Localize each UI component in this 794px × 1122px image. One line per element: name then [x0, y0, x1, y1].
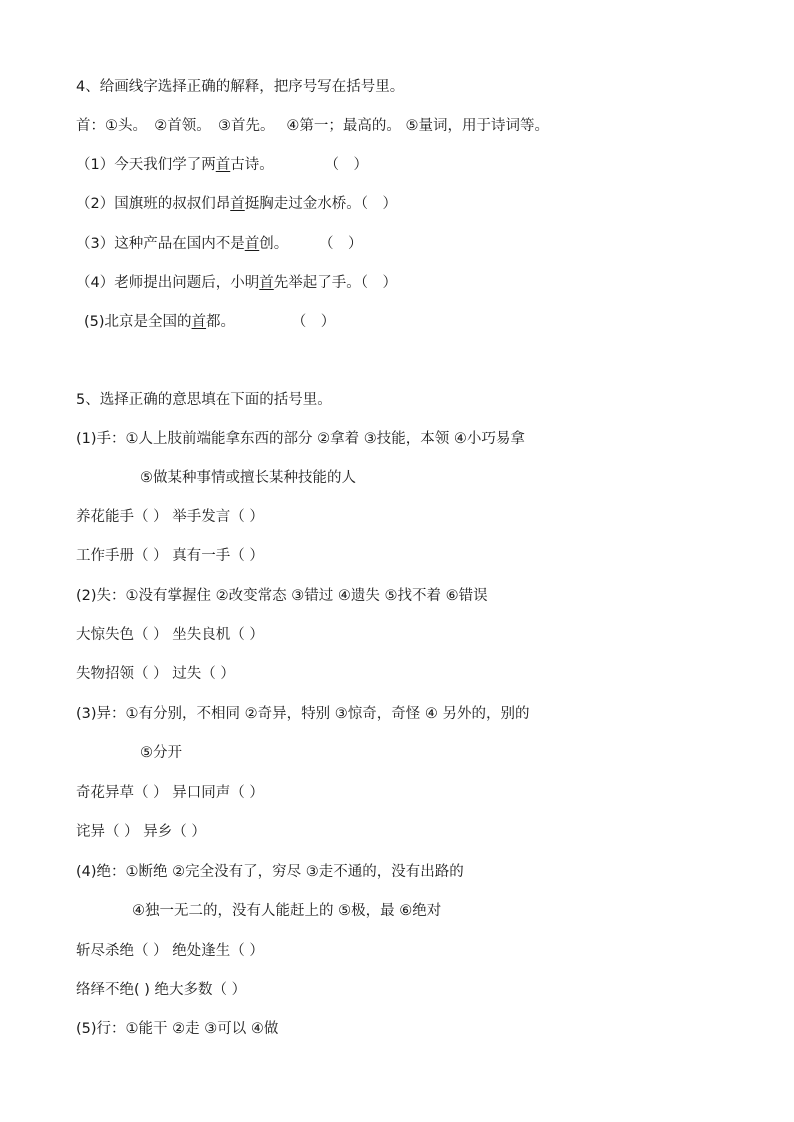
q5-line-9: ⑤分开 — [140, 745, 182, 761]
q4-item-3-blank[interactable]: （ ） — [326, 236, 363, 252]
q4-item-3-rest: 创。 — [259, 236, 289, 252]
q5-line-8: (3)异：①有分别，不相同 ②奇异，特别 ③惊奇，奇怪 ④ 另外的，别的 — [76, 706, 530, 722]
q4-item-3 — [76, 234, 362, 254]
q4-item-5-underlined: 首 — [191, 314, 207, 330]
q5-line-14: 斩尽杀绝（ ） 绝处逢生（ ） — [76, 943, 264, 959]
q5-line-7: 失物招领（ ） 过失（ ） — [76, 666, 235, 682]
q4-item-1-underlined: 首 — [215, 157, 231, 173]
q5-line-3: 养花能手（ ） 举手发言（ ） — [76, 509, 264, 525]
q4-definitions: 首：①头。 ②首领。 ③首先。 ④第一；最高的。 ⑤量词，用于诗词等。 — [76, 118, 549, 134]
q4-item-5-text: (5)北京是全国的 — [84, 314, 192, 330]
q5-line-12: (4)绝：①断绝 ②完全没有了，穷尽 ③走不通的，没有出路的 — [76, 864, 464, 880]
q4-item-4-underlined: 首 — [259, 275, 274, 291]
q5-line-6: 大惊失色（ ） 坐失良机（ ） — [76, 627, 264, 643]
q5-line-13: ④独一无二的，没有人能赶上的 ⑤极，最 ⑥绝对 — [132, 903, 442, 919]
q5-line-1: (1)手：①人上肢前端能拿东西的部分 ②拿着 ③技能，本领 ④小巧易拿 — [76, 431, 525, 447]
q5-line-15: 络绎不绝( ) 绝大多数（ ） — [76, 982, 247, 998]
q4-item-4-text: （4）老师提出问题后，小明 — [76, 275, 260, 291]
q4-item-4 — [76, 273, 397, 293]
q4-item-2-underlined: 首 — [230, 196, 245, 212]
q4-item-2 — [76, 194, 397, 214]
q4-item-1-text: （1）今天我们学了两 — [76, 157, 216, 173]
q4-item-2-rest: 挺胸走过金水桥。 — [244, 196, 361, 212]
q4-title: 4、给画线字选择正确的解释，把序号写在括号里。 — [76, 79, 405, 95]
q5-line-16: (5)行：①能干 ②走 ③可以 ④做 — [76, 1021, 279, 1037]
q4-item-1 — [76, 155, 368, 175]
q4-item-5-blank[interactable]: （ ） — [299, 314, 336, 330]
q4-item-5-rest: 都。 — [206, 314, 236, 330]
q4-item-2-blank[interactable]: （ ） — [360, 196, 397, 212]
q4-item-1-rest: 古诗。 — [230, 157, 274, 173]
q4-item-1-blank[interactable]: （ ） — [331, 157, 368, 173]
q4-item-2-text: （2）国旗班的叔叔们昂 — [76, 196, 231, 212]
q4-item-3-underlined: 首 — [244, 236, 260, 252]
q4-item-5 — [84, 312, 335, 332]
q5-line-4: 工作手册（ ） 真有一手（ ） — [76, 548, 264, 564]
q4-item-4-rest: 先举起了手。 — [273, 275, 361, 291]
q5-line-2: ⑤做某种事情或擅长某种技能的人 — [140, 470, 356, 486]
q5-title: 5、选择正确的意思填在下面的括号里。 — [76, 392, 332, 408]
q5-line-11: 诧异（ ） 异乡（ ） — [76, 824, 206, 840]
q4-item-4-blank[interactable]: （ ） — [360, 275, 397, 291]
q5-line-5: (2)失：①没有掌握住 ②改变常态 ③错过 ④遗失 ⑤找不着 ⑥错误 — [76, 588, 488, 604]
q4-item-3-text: （3）这种产品在国内不是 — [76, 236, 245, 252]
q5-line-10: 奇花异草（ ） 异口同声（ ） — [76, 785, 264, 801]
